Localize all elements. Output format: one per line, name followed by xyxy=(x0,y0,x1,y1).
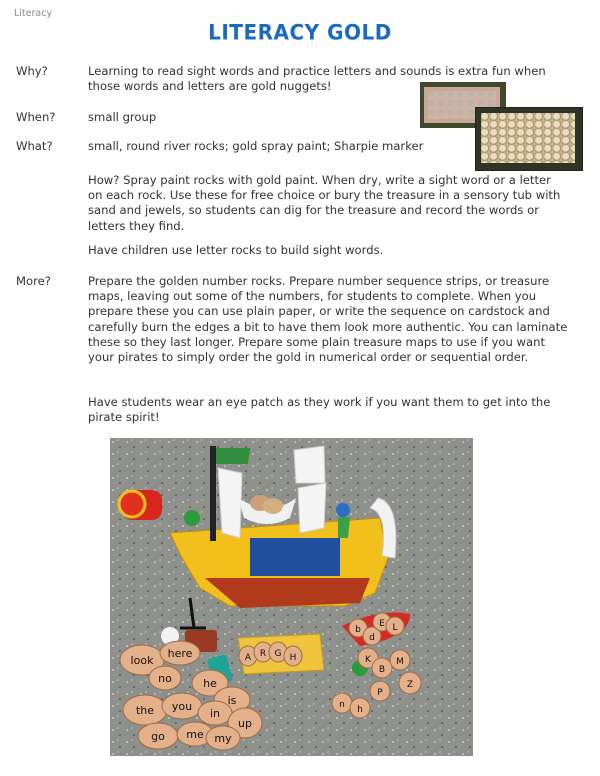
rock-letter xyxy=(350,698,370,718)
more-label: More? xyxy=(16,274,51,288)
why-text: Learning to read sight words and practice letters and sounds is extra fun when those words and letters are gold nuggets! xyxy=(88,64,546,94)
rock-label: G xyxy=(274,649,282,659)
what-text: small, round river rocks; gold spray paint; Sharpie marker xyxy=(88,139,424,153)
pirate-ship-illustration xyxy=(110,438,473,756)
more-extra-text: Have students wear an eye patch as they work if you want them to get into the pirate spirit! xyxy=(88,395,551,425)
rock-label: B xyxy=(378,665,386,675)
rock-label: in xyxy=(209,707,221,720)
rock-word xyxy=(198,701,232,725)
rock-label: go xyxy=(151,730,165,743)
pirate-figure xyxy=(184,510,200,526)
rock-label: E xyxy=(379,619,385,629)
how-text: How? Spray paint rocks with gold paint. When dry, write a sight word or a letter on each rock. Use these for free choice or bury the treasure in a sensory tub with sand and jewels, so students can dig for the treasure and record the words or letters they find. xyxy=(88,173,561,233)
rock-label: L xyxy=(392,623,398,633)
rock-word xyxy=(138,723,178,749)
rock-label: no xyxy=(158,672,172,685)
rock-label: M xyxy=(396,657,404,667)
rock-label: look xyxy=(130,654,154,667)
what-extra-text: Have children use letter rocks to build sight words. xyxy=(88,243,384,257)
parrot-figure xyxy=(336,503,350,517)
rock-word xyxy=(160,641,200,665)
rock-letter xyxy=(372,658,392,678)
rock-word xyxy=(206,726,240,750)
when-text: small group xyxy=(88,110,157,124)
rock-label: R xyxy=(259,649,267,659)
rock-label: K xyxy=(365,655,371,665)
rock-label: n xyxy=(339,700,345,710)
rock-label: h xyxy=(357,705,363,715)
rock-word xyxy=(162,693,202,719)
rock-label: b xyxy=(355,625,361,635)
rock-label: my xyxy=(214,732,232,745)
rock-letter xyxy=(399,672,421,694)
pirate-ship-photo xyxy=(110,438,473,756)
why-label: Why? xyxy=(16,64,48,78)
gold-rocks-tray xyxy=(481,113,575,163)
more-text: Prepare the golden number rocks. Prepare number sequence strips, or treasure maps, leaving out some of the numbers, for students to complete. When you prepare these you can use plain paper, or write the sequence on cardstock and carefully burn the edges a bit to have them look more authentic. You can laminate these so they last longer. Prepare some plain treasure maps to use if you want your pirates to simply order the gold in numerical order or sequential order. xyxy=(88,274,568,365)
rock-label: P xyxy=(377,688,383,698)
rock-label: here xyxy=(167,647,193,660)
rock-argh xyxy=(284,646,302,666)
rock-label: up xyxy=(238,717,252,730)
rock-label: A xyxy=(244,653,252,663)
rock-word xyxy=(149,666,181,690)
gold-rocks-tray-photo xyxy=(475,107,583,171)
rock-label: you xyxy=(171,700,193,713)
when-label: When? xyxy=(16,110,56,124)
rock-label: is xyxy=(227,694,237,707)
category-label: Literacy xyxy=(14,8,53,19)
ship-deck xyxy=(250,538,340,576)
rock-label: he xyxy=(203,677,217,690)
rock-label: H xyxy=(289,653,297,663)
rock-letter xyxy=(370,681,390,701)
rock-letter xyxy=(332,693,352,713)
rock-letter xyxy=(390,650,410,670)
rock-boat xyxy=(386,617,404,635)
rock-word xyxy=(123,695,167,725)
rock-label: me xyxy=(186,728,204,741)
page-title: LITERACY GOLD xyxy=(208,19,392,45)
rock-label: the xyxy=(135,704,155,717)
rock-label: d xyxy=(369,633,375,643)
what-label: What? xyxy=(16,139,53,153)
rock-label: Z xyxy=(406,680,414,690)
